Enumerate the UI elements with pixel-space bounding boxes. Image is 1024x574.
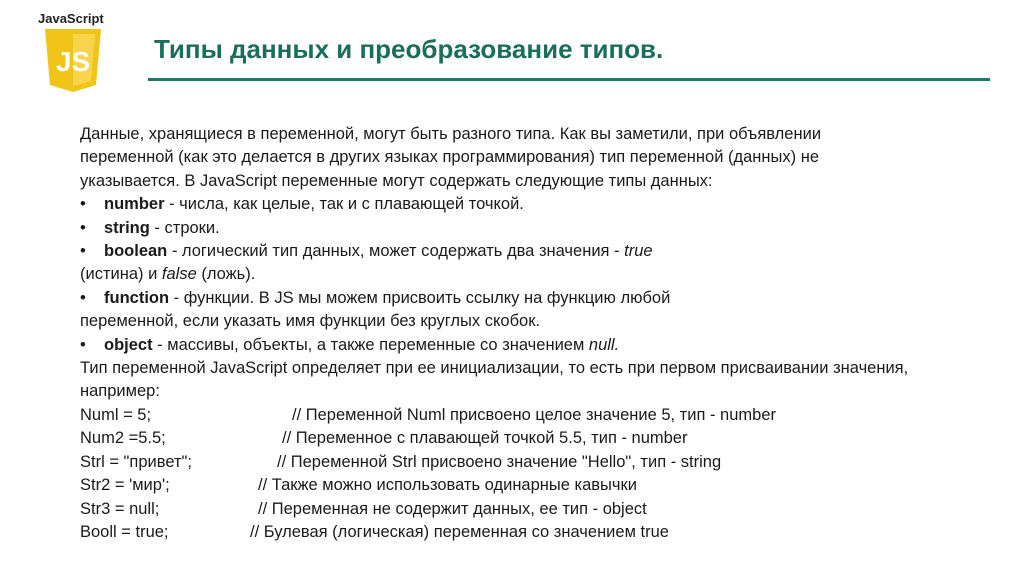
code-line (80, 404, 1000, 427)
list-item-object (80, 334, 1000, 357)
code-line (80, 451, 1000, 474)
js-shield-icon (45, 29, 101, 92)
code-statement: Strl = "привет"; (80, 452, 192, 471)
type-description: - логический тип данных, может содержать два значения - (167, 242, 625, 261)
code-line (80, 498, 1000, 521)
code-comment: // Переменная не содержит данных, ее тип - object (258, 499, 647, 518)
logo-letters: JS (55, 46, 91, 77)
code-comment: // Переменное с плавающей точкой 5.5, тип - number (282, 429, 688, 448)
slide-body (80, 123, 1000, 544)
type-description: - числа, как целые, так и с плавающей точкой. (164, 195, 524, 214)
null-literal: null. (588, 335, 620, 354)
intro-line: указывается. В JavaScript переменные могут содержать следующие типы данных: (80, 171, 713, 190)
after-line: например: (80, 382, 160, 401)
code-line (80, 427, 1000, 450)
bullet: • (80, 195, 86, 214)
bullet: • (80, 335, 86, 354)
code-comment: // Переменной Numl присвоено целое значение 5, тип - number (292, 405, 776, 424)
after-line: Тип переменной JavaScript определяет при ее инициализации, то есть при первом присваивании значения, (80, 359, 909, 378)
type-description: - массивы, объекты, а также переменные со значением (152, 335, 589, 354)
type-keyword: object (104, 335, 153, 354)
intro-line: Данные, хранящиеся в переменной, могут быть разного типа. Как вы заметили, при объявлении (80, 125, 822, 143)
list-item-function (80, 287, 1000, 310)
type-keyword: number (104, 195, 165, 214)
continuation-text: (ложь). (196, 265, 256, 284)
code-statement: Numl = 5; (80, 405, 152, 424)
code-comment: // Переменной Strl присвоено значение "Hello", тип - string (277, 452, 722, 471)
bullet: • (80, 218, 86, 237)
bullet: • (80, 242, 86, 261)
false-literal: false (161, 265, 197, 284)
code-statement: Booll = true; (80, 522, 169, 541)
type-description: - функции. В JS мы можем присвоить ссылку на функцию любой (169, 288, 671, 307)
title-underline (148, 78, 990, 81)
type-description: - строки. (149, 218, 220, 237)
list-item-boolean (80, 240, 1000, 263)
code-statement: Str3 = null; (80, 499, 160, 518)
bullet: • (80, 288, 86, 307)
list-item-string (80, 217, 1000, 240)
code-statement: Num2 =5.5; (80, 429, 166, 448)
true-literal: true (624, 242, 653, 261)
list-item-number (80, 193, 1000, 216)
page-title: Типы данных и преобразование типов. (154, 34, 664, 64)
code-comment: // Булевая (логическая) переменная со значением true (250, 522, 669, 541)
type-keyword: function (104, 288, 170, 307)
list-item-boolean-cont (80, 263, 1000, 286)
continuation-text: (истина) и (80, 265, 162, 284)
intro-line: переменной (как это делается в других языках программирования) тип переменной (данных) не (80, 148, 819, 167)
code-line (80, 474, 1000, 497)
logo-caption: JavaScript (38, 11, 104, 26)
list-item-function-cont: переменной, если указать имя функции без круглых скобок. (80, 312, 541, 331)
code-statement: Str2 = 'мир'; (80, 476, 170, 495)
code-comment: // Также можно использовать одинарные кавычки (258, 476, 637, 495)
type-keyword: string (104, 218, 150, 237)
type-keyword: boolean (104, 242, 168, 261)
code-line (80, 521, 1000, 544)
